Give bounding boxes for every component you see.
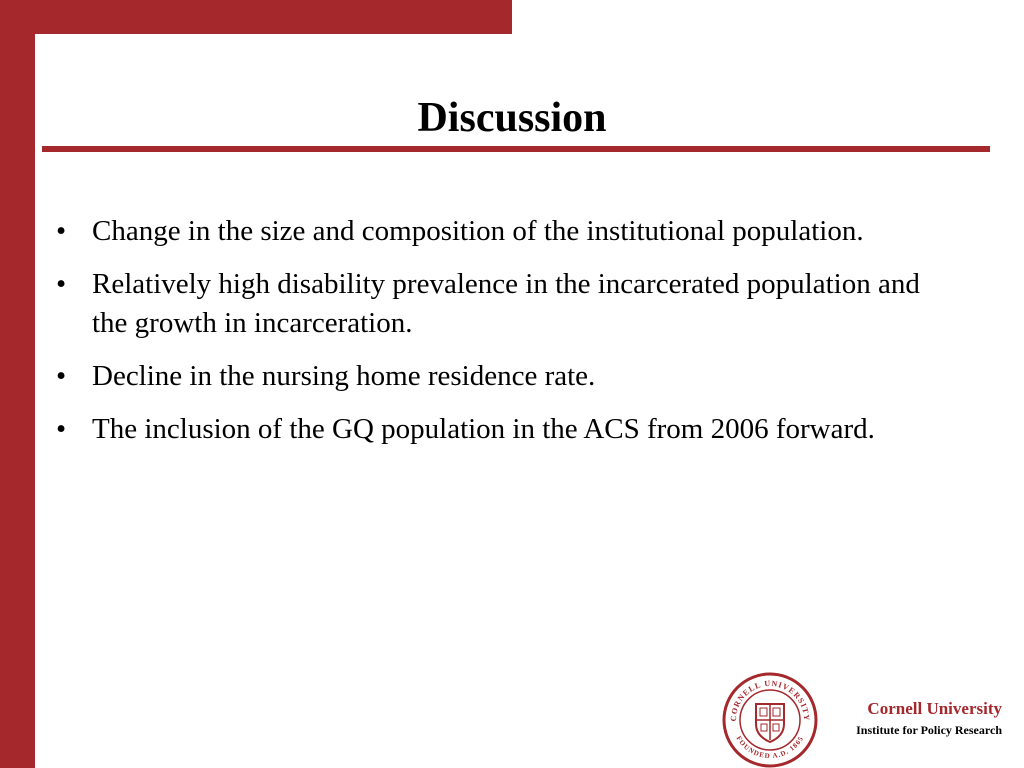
bullet-text: Change in the size and composition of the institutional population. <box>92 215 864 247</box>
bullet-item <box>50 265 930 343</box>
bullet-item <box>50 410 930 449</box>
bullet-item <box>50 357 930 396</box>
org-subtitle: Institute for Policy Research <box>856 723 1002 737</box>
bullet-dot-icon: • <box>56 360 67 392</box>
bullet-text: Decline in the nursing home residence rate. <box>92 360 596 392</box>
slide-title: Discussion <box>417 95 607 141</box>
seal-text-top: CORNELL UNIVERSITY <box>728 678 812 722</box>
bullet-list <box>50 212 930 463</box>
footer-branding <box>812 698 1002 738</box>
org-name: Cornell University <box>867 699 1002 718</box>
top-accent-bar <box>0 0 512 34</box>
bullet-item <box>50 212 930 251</box>
bullet-dot-icon: • <box>56 215 67 247</box>
bullet-text: The inclusion of the GQ population in the ACS from 2006 forward. <box>92 413 875 445</box>
bullet-text: Relatively high disability prevalence in the incarcerated population and the growth in incarceration. <box>92 268 920 339</box>
bullet-dot-icon: • <box>56 268 67 300</box>
bullet-dot-icon: • <box>56 413 67 445</box>
cornell-seal-icon <box>722 672 818 768</box>
title-divider <box>42 146 990 152</box>
seal-text-bottom: FOUNDED A.D. 1865 <box>734 734 806 761</box>
